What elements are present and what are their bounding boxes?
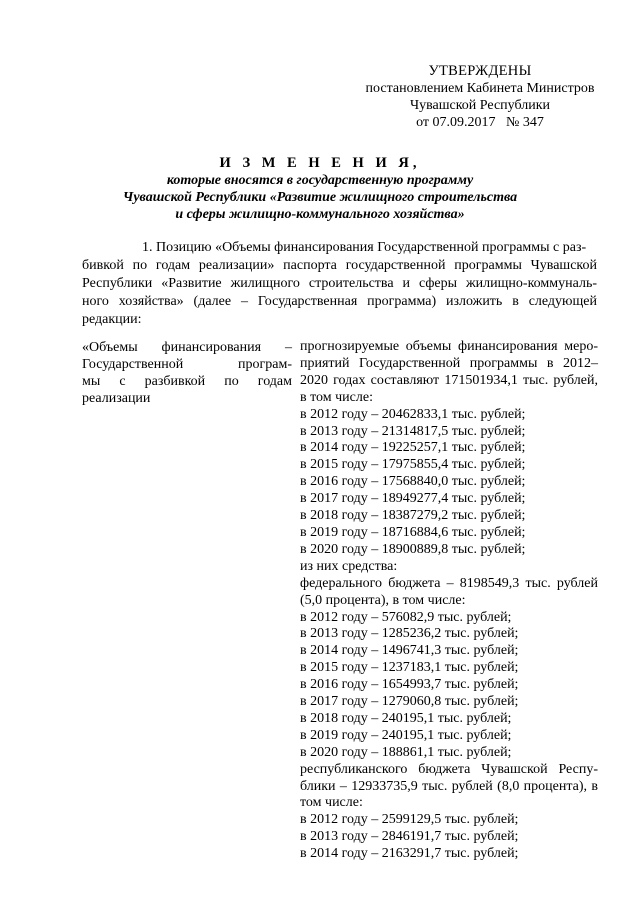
financing-line: в 2016 году – 1654993,7 тыс. рублей; — [300, 677, 519, 693]
financing-line: в 2014 году – 19225257,1 тыс. рублей; — [300, 440, 526, 456]
heading-title: И З М Е Н Е Н И Я, — [219, 155, 421, 171]
position-label — [82, 339, 292, 407]
intro-line: Республики «Развитие жилищного строительства и сферы жилищно-коммуналь- — [82, 276, 597, 291]
financing-line: приятий Государственной программы в 2012– — [300, 355, 598, 371]
intro-line: ного хозяйства» (далее – Государственная программа) изложить в следующей — [82, 294, 597, 309]
financing-line: в 2018 году – 240195,1 тыс. рублей; — [300, 710, 512, 726]
approval-stamp — [360, 63, 600, 131]
heading-line-2: Чувашской Республики «Развитие жилищного строительства — [122, 190, 518, 205]
heading-line-1: которые вносятся в государственную программу — [166, 173, 474, 188]
financing-line: в 2015 году – 17975855,4 тыс. рублей; — [300, 457, 526, 473]
financing-details — [300, 339, 598, 863]
financing-line: в 2017 году – 1279060,8 тыс. рублей; — [300, 694, 519, 710]
financing-line: в том числе: — [300, 389, 373, 405]
heading-line-3: и сферы жилищно-коммунального хозяйства» — [175, 207, 465, 222]
financing-line: блики – 12933735,9 тыс. рублей (8,0 процента), в — [300, 778, 598, 794]
financing-line: (5,0 процента), в том числе: — [300, 592, 466, 608]
intro-line: бивкой по годам реализации» паспорта государственной программы Чувашской — [82, 258, 597, 273]
financing-line: том числе: — [300, 795, 363, 811]
financing-line: 2020 годах составляют 171501934,1 тыс. рублей, — [300, 372, 598, 388]
document-heading — [90, 155, 550, 223]
financing-line: в 2018 году – 18387279,2 тыс. рублей; — [300, 508, 526, 524]
financing-line: в 2013 году – 2846191,7 тыс. рублей; — [300, 829, 519, 845]
position-label-line: «Объемы финансирования – — [82, 340, 292, 355]
position-label-line: реализации — [82, 391, 151, 406]
financing-line: в 2019 году – 240195,1 тыс. рублей; — [300, 727, 512, 743]
approval-title: УТВЕРЖДЕНЫ — [428, 63, 532, 79]
financing-line: в 2014 году – 2163291,7 тыс. рублей; — [300, 846, 519, 862]
financing-line: в 2012 году – 20462833,1 тыс. рублей; — [300, 406, 526, 422]
financing-line: в 2015 году – 1237183,1 тыс. рублей; — [300, 660, 519, 676]
intro-line: редакции: — [82, 312, 142, 327]
financing-line: федерального бюджета – 8198549,3 тыс. рублей — [300, 575, 598, 591]
financing-line: в 2017 году – 18949277,4 тыс. рублей; — [300, 491, 526, 507]
approval-region: Чувашской Республики — [409, 98, 551, 113]
intro-line: 1. Позицию «Объемы финансирования Государственной программы с раз- — [142, 240, 587, 255]
financing-line: из них средства: — [300, 558, 398, 574]
financing-line: в 2020 году – 18900889,8 тыс. рублей; — [300, 541, 526, 557]
financing-line: в 2019 году – 18716884,6 тыс. рублей; — [300, 524, 526, 540]
financing-line: прогнозируемые объемы финансирования меро- — [300, 339, 598, 354]
approval-date-number: от 07.09.2017 № 347 — [416, 115, 544, 130]
financing-line: в 2013 году – 1285236,2 тыс. рублей; — [300, 626, 519, 642]
financing-line: в 2016 году – 17568840,0 тыс. рублей; — [300, 474, 526, 490]
financing-line: в 2012 году – 576082,9 тыс. рублей; — [300, 609, 512, 625]
financing-line: в 2014 году – 1496741,3 тыс. рублей; — [300, 643, 519, 659]
financing-line: в 2012 году – 2599129,5 тыс. рублей; — [300, 812, 519, 828]
approval-authority: постановлением Кабинета Министров — [365, 81, 595, 96]
intro-paragraph — [82, 239, 597, 329]
financing-line: в 2013 году – 21314817,5 тыс. рублей; — [300, 423, 526, 439]
position-label-line: мы с разбивкой по годам — [82, 374, 292, 389]
position-label-line: Государственной програм- — [82, 357, 292, 372]
financing-line: в 2020 году – 188861,1 тыс. рублей; — [300, 744, 512, 760]
financing-line: республиканского бюджета Чувашской Респу- — [300, 761, 598, 777]
